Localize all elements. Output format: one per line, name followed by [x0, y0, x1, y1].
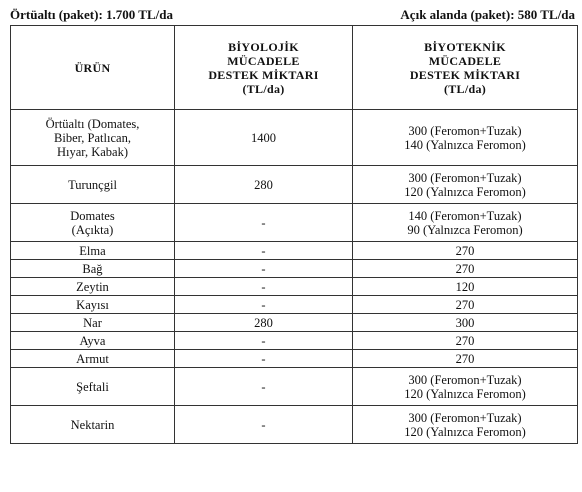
biotechnical-support-cell	[353, 296, 578, 314]
biological-support-cell: -	[175, 204, 353, 242]
header-text-line: MÜCADELE	[428, 53, 502, 68]
product-cell	[11, 166, 175, 204]
header-text-line: (TL/da)	[242, 81, 285, 96]
biotechnical-amount: 300	[455, 315, 475, 330]
biological-support-cell: -	[175, 350, 353, 368]
biological-support-cell: -	[175, 278, 353, 296]
biotechnical-amount: 120 (Yalnızca Feromon)	[404, 184, 526, 199]
biotechnical-support-cell	[353, 406, 578, 444]
product-name: Kayısı	[76, 297, 109, 312]
product-name: Zeytin	[76, 279, 109, 294]
biological-support-cell: -	[175, 296, 353, 314]
product-cell	[11, 242, 175, 260]
product-name: Bağ	[82, 261, 103, 276]
biotechnical-amount: 120 (Yalnızca Feromon)	[404, 424, 526, 439]
biotechnical-support-cell	[353, 260, 578, 278]
biotechnical-amount: 140 (Feromon+Tuzak)	[408, 208, 522, 223]
biotechnical-support-cell	[353, 314, 578, 332]
biological-support-cell: 280	[175, 166, 353, 204]
biotechnical-support-cell	[353, 110, 578, 166]
table-row	[11, 242, 578, 260]
biotechnical-amount: 300 (Feromon+Tuzak)	[408, 410, 522, 425]
header-text-line: DESTEK MİKTARI	[208, 67, 319, 82]
biotechnical-support-cell	[353, 368, 578, 406]
table-row	[11, 110, 578, 166]
header-biotechnical-support	[353, 26, 578, 110]
product-cell	[11, 406, 175, 444]
biotechnical-amount: 270	[455, 261, 475, 276]
product-name: Biber, Patlıcan,	[54, 130, 131, 145]
product-cell	[11, 204, 175, 242]
product-name: (Açıkta)	[71, 222, 114, 237]
biotechnical-support-cell	[353, 242, 578, 260]
biotechnical-support-cell	[353, 332, 578, 350]
table-row	[11, 368, 578, 406]
biotechnical-amount: 90 (Yalnızca Feromon)	[407, 222, 523, 237]
product-name: Armut	[76, 351, 109, 366]
biotechnical-amount: 300 (Feromon+Tuzak)	[408, 170, 522, 185]
biotechnical-amount: 300 (Feromon+Tuzak)	[408, 372, 522, 387]
product-cell	[11, 296, 175, 314]
header-text-line: (TL/da)	[443, 81, 487, 96]
biological-support-cell: -	[175, 260, 353, 278]
biotechnical-support-cell	[353, 204, 578, 242]
biological-support-cell: -	[175, 368, 353, 406]
table-row	[11, 296, 578, 314]
product-cell	[11, 368, 175, 406]
product-name: Domates	[70, 208, 115, 223]
header-text-line: MÜCADELE	[227, 53, 300, 68]
biotechnical-amount: 270	[455, 351, 475, 366]
product-cell	[11, 332, 175, 350]
header-text-line: BİYOLOJİK	[228, 39, 299, 54]
biotechnical-amount: 270	[455, 243, 475, 258]
biological-support-cell: -	[175, 242, 353, 260]
product-name: Nektarin	[70, 417, 115, 432]
product-name: Örtüaltı (Domates,	[45, 116, 140, 131]
product-name: Ayva	[79, 333, 106, 348]
table-row	[11, 350, 578, 368]
open-field-package-price: Açık alanda (paket): 580 TL/da	[400, 7, 575, 22]
biotechnical-amount: 120	[455, 279, 475, 294]
product-cell	[11, 278, 175, 296]
table-row	[11, 406, 578, 444]
table-row	[11, 278, 578, 296]
biotechnical-amount: 300 (Feromon+Tuzak)	[408, 123, 522, 138]
biotechnical-amount: 270	[455, 297, 475, 312]
product-name: Nar	[83, 315, 102, 330]
biological-support-cell: -	[175, 406, 353, 444]
biotechnical-amount: 140 (Yalnızca Feromon)	[404, 137, 526, 152]
biotechnical-support-cell	[353, 278, 578, 296]
product-cell	[11, 260, 175, 278]
biological-support-cell: 1400	[175, 110, 353, 166]
header-biological-support	[175, 26, 353, 110]
product-name: Şeftali	[76, 379, 109, 394]
table-row	[11, 260, 578, 278]
biological-support-cell: 280	[175, 314, 353, 332]
biotechnical-amount: 120 (Yalnızca Feromon)	[404, 386, 526, 401]
header-product	[11, 26, 175, 110]
biological-support-cell: -	[175, 332, 353, 350]
table-row	[11, 332, 578, 350]
biotechnical-amount: 270	[455, 333, 475, 348]
header-text-line: BİYOTEKNİK	[424, 39, 506, 54]
product-cell	[11, 110, 175, 166]
product-name: Hıyar, Kabak)	[57, 144, 128, 159]
biotechnical-support-cell	[353, 166, 578, 204]
support-table	[10, 25, 578, 444]
table-body	[11, 110, 578, 444]
header-text-line: ÜRÜN	[74, 60, 111, 75]
table-row	[11, 166, 578, 204]
table-row	[11, 314, 578, 332]
product-name: Elma	[79, 243, 106, 258]
greenhouse-package-price: Örtüaltı (paket): 1.700 TL/da	[10, 7, 173, 22]
product-cell	[11, 314, 175, 332]
header-text-line: DESTEK MİKTARI	[409, 67, 521, 82]
table-row	[11, 204, 578, 242]
price-header	[10, 7, 575, 25]
biotechnical-support-cell	[353, 350, 578, 368]
product-cell	[11, 350, 175, 368]
table-header-row	[11, 26, 578, 110]
product-name: Turunçgil	[68, 177, 117, 192]
